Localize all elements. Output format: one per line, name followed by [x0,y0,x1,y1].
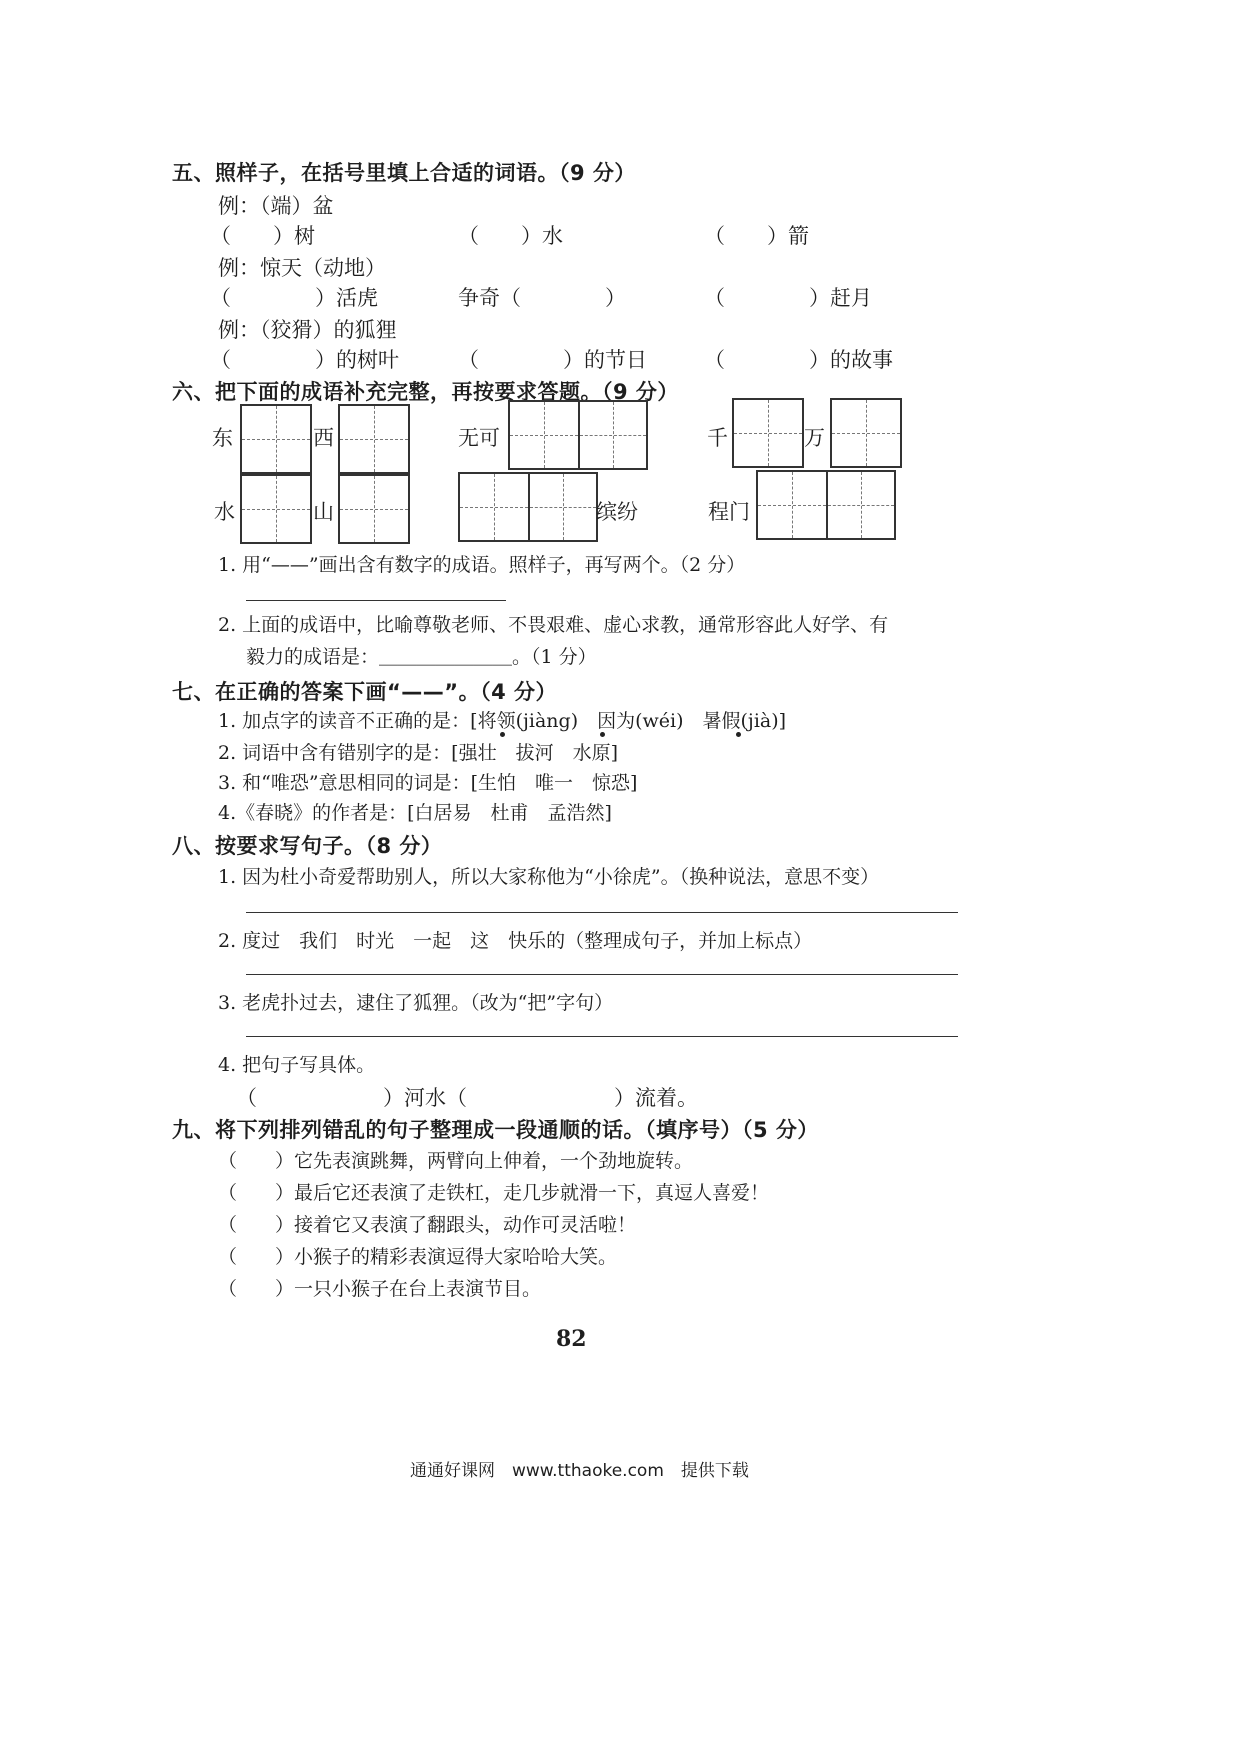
idiom-char: 山 [313,500,334,524]
ordering-item[interactable]: （ ）小猴子的精彩表演逗得大家哈哈大笑。 [218,1246,618,1268]
idiom-grid[interactable] [240,474,312,544]
footer-credit: 通通好课网 www.tthaoke.com 提供下载 [410,1461,749,1481]
answer-line[interactable] [246,974,958,975]
section-5-example-1: 例：（端）盆 [218,194,334,218]
section-5-blank[interactable]: （ ）箭 [704,224,809,248]
idiom-grid[interactable] [830,398,902,468]
idiom-grid[interactable] [732,398,804,468]
idiom-char: 程门 [708,500,750,524]
section-5-blank[interactable]: 争奇（ ） [458,286,626,310]
section-8-title: 八、按要求写句子。（8 分） [172,834,443,858]
section-8-question-2: 2. 度过 我们 时光 一起 这 快乐的（整理成句子，并加上标点） [218,930,813,952]
section-5-example-3: 例：（狡猾）的狐狸 [218,318,397,342]
idiom-char: 缤纷 [596,500,638,524]
ordering-item[interactable]: （ ）最后它还表演了走铁杠，走几步就滑一下，真逗人喜爱！ [218,1182,770,1204]
idiom-grid[interactable] [756,470,896,540]
idiom-grid[interactable] [458,472,598,542]
section-5-blank[interactable]: （ ）水 [458,224,563,248]
section-5-example-2: 例：惊天（动地） [218,256,386,280]
page-number: 82 [556,1326,587,1352]
section-7-question-4[interactable]: 4.《春晓》的作者是：[白居易 杜甫 孟浩然] [218,802,612,824]
section-8-question-4-fill[interactable]: （ ）河水（ ）流着。 [236,1086,698,1110]
section-9-title: 九、将下列排列错乱的句子整理成一段通顺的话。（填序号）（5 分） [172,1118,819,1142]
ordering-item[interactable]: （ ）一只小猴子在台上表演节目。 [218,1278,542,1300]
section-8-question-3: 3. 老虎扑过去，逮住了狐狸。（改为“把”字句） [218,992,614,1014]
ordering-item[interactable]: （ ）它先表演跳舞，两臂向上伸着，一个劲地旋转。 [218,1150,694,1172]
idiom-grid[interactable] [338,474,410,544]
section-6-question-2: 2. 上面的成语中，比喻尊敬老师、不畏艰难、虚心求教，通常形容此人好学、有 [218,614,889,636]
idiom-char: 西 [313,426,334,450]
section-7-question-1[interactable]: 1. 加点字的读音不正确的是：[将领(jiàng) 因为(wéi) 暑假(jià)] [218,710,787,732]
section-6-question-1: 1. 用“——”画出含有数字的成语。照样子，再写两个。（2 分） [218,554,746,576]
section-6-title: 六、把下面的成语补充完整，再按要求答题。（9 分） [172,380,679,404]
section-5-title: 五、照样子，在括号里填上合适的词语。（9 分） [172,161,636,185]
ordering-item[interactable]: （ ）接着它又表演了翻跟头，动作可灵活啦！ [218,1214,637,1236]
emphasis-dot [600,732,605,737]
section-7-question-3[interactable]: 3. 和“唯恐”意思相同的词是：[生怕 唯一 惊恐] [218,772,638,794]
section-5-blank[interactable]: （ ）的树叶 [210,348,399,372]
section-7-question-2[interactable]: 2. 词语中含有错别字的是：[强壮 拔河 水原] [218,742,618,764]
idiom-grid[interactable] [240,404,312,474]
section-7-title: 七、在正确的答案下画“——”。（4 分） [172,680,558,704]
idiom-grid[interactable] [338,404,410,474]
idiom-char: 万 [804,426,825,450]
section-6-question-2-cont[interactable]: 毅力的成语是：＿＿＿＿＿＿＿。（1 分） [246,646,597,668]
answer-line[interactable] [246,912,958,913]
answer-line[interactable] [246,1036,958,1037]
section-5-blank[interactable]: （ ）活虎 [210,286,378,310]
emphasis-dot [736,732,741,737]
section-8-question-1: 1. 因为杜小奇爱帮助别人，所以大家称他为“小徐虎”。（换种说法，意思不变） [218,866,880,888]
emphasis-dot [500,732,505,737]
idiom-grid[interactable] [508,400,648,470]
section-8-question-4: 4. 把句子写具体。 [218,1054,376,1076]
section-5-blank[interactable]: （ ）赶月 [704,286,872,310]
answer-line[interactable] [246,600,506,601]
idiom-char: 千 [707,426,728,450]
section-5-blank[interactable]: （ ）的节日 [458,348,647,372]
section-5-blank[interactable]: （ ）树 [210,224,315,248]
section-5-blank[interactable]: （ ）的故事 [704,348,893,372]
idiom-char: 东 [212,426,233,450]
idiom-char: 水 [214,500,235,524]
idiom-char: 无可 [458,426,500,450]
